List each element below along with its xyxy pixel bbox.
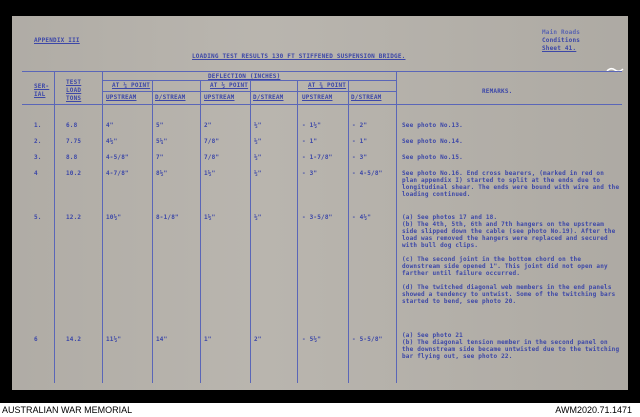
- row-load: 10.2: [66, 170, 82, 177]
- ink-mark-icon: [606, 58, 624, 64]
- row-serial: 6: [34, 336, 38, 343]
- row-q1-up: 4-7/8": [106, 170, 129, 177]
- row-serial: 2.: [34, 138, 42, 145]
- col-serial: SER- IAL: [34, 83, 50, 98]
- col-deflection: DEFLECTION (INCHES): [208, 73, 281, 80]
- row-serial: 1.: [34, 122, 42, 129]
- footer-bar: [0, 403, 640, 417]
- row-q1-up: 11½": [106, 336, 122, 343]
- row-q1-up: 4½": [106, 138, 118, 145]
- row-load: 14.2: [66, 336, 82, 343]
- row-q3-down: - 3": [352, 154, 368, 161]
- document-title: LOADING TEST RESULTS 130 FT STIFFENED SUSPENSION BRIDGE.: [192, 53, 406, 60]
- row-q2-up: 1½": [204, 170, 216, 177]
- ref-line-2: Conditions: [542, 37, 581, 44]
- appendix-label: APPENDIX III: [34, 37, 80, 44]
- row-q1-down: 8-1/8": [156, 214, 179, 221]
- row-remark-item: (b) The 4th, 5th, 6th and 7th hangers on the upstream side slipped down the cable (see photo No.19). After the load was removed the hangers were replaced and secured with bull dog clips.: [402, 221, 616, 249]
- row-load: 7.75: [66, 138, 82, 145]
- footer-right: AWM2020.71.1471: [555, 405, 632, 415]
- row-q3-up: - 1": [302, 138, 318, 145]
- row-q3-up: - 1½": [302, 122, 322, 129]
- row-q2-down: ½": [254, 138, 262, 145]
- row-q2-up: 1": [204, 336, 212, 343]
- row-serial: 3.: [34, 154, 42, 161]
- ref-line-1: Main Roads: [542, 29, 581, 36]
- row-q1-down: 7": [156, 154, 164, 161]
- row-q2-down: ½": [254, 170, 262, 177]
- col-three-quarter-point: AT ¾ POINT: [308, 82, 347, 89]
- row-q2-up: 2": [204, 122, 212, 129]
- row-q2-down: ½": [254, 214, 262, 221]
- row-remarks: See photo No.15.: [402, 154, 463, 161]
- row-q3-down: - 1": [352, 138, 368, 145]
- row-q3-up: - 3": [302, 170, 318, 177]
- row-remark-item: (b) The diagonal tension member in the second panel on the downstream side became untwisted due to the twitching bar flying out, see photo 22.: [402, 339, 620, 360]
- row-q3-down: - 2": [352, 122, 368, 129]
- row-q1-down: 5¼": [156, 138, 168, 145]
- col-q2-up: UPSTREAM: [204, 94, 235, 101]
- row-q1-down: 8½": [156, 170, 168, 177]
- row-q2-down: ½": [254, 122, 262, 129]
- row-q2-down: 2": [254, 336, 262, 343]
- col-q1-down: D/STREAM: [155, 94, 186, 101]
- col-q3-up: UPSTREAM: [302, 94, 333, 101]
- col-test-load: TEST LOAD TONS: [66, 79, 82, 102]
- row-load: 12.2: [66, 214, 82, 221]
- row-q1-down: 14": [156, 336, 168, 343]
- row-serial: 5.: [34, 214, 42, 221]
- col-q3-down: D/STREAM: [351, 94, 382, 101]
- row-q1-up: 4": [106, 122, 114, 129]
- row-serial: 4: [34, 170, 38, 177]
- row-remarks: See photo No.13.: [402, 122, 463, 129]
- document-page: [12, 16, 628, 390]
- row-q3-down: - 4½": [352, 214, 372, 221]
- col-remarks: REMARKS.: [482, 88, 513, 95]
- col-half-point: AT ½ POINT: [210, 82, 249, 89]
- row-remark-item: (c) The second joint in the bottom chord on the downstream side opened 1". This joint did not open any farther until failure occurred.: [402, 256, 608, 277]
- row-q2-down: ½": [254, 154, 262, 161]
- row-remark-item: (a) See photo 21: [402, 332, 463, 339]
- row-q1-down: 5": [156, 122, 164, 129]
- row-q2-up: 1½": [204, 214, 216, 221]
- row-q1-up: 4-5/8": [106, 154, 129, 161]
- row-remarks: See photo No.14.: [402, 138, 463, 145]
- row-q3-up: - 5½": [302, 336, 322, 343]
- row-remark-item: (a) See photos 17 and 18.: [402, 214, 498, 221]
- row-load: 6.8: [66, 122, 78, 129]
- col-q1-up: UPSTREAM: [106, 94, 137, 101]
- row-q3-up: - 3-5/8": [302, 214, 333, 221]
- col-quarter-point: AT ¼ POINT: [112, 82, 151, 89]
- row-remark-item: (d) The twitched diagonal web members in the end panels showed a tendency to untwist. Some of the twitching bars started to bend, see photo 20.: [402, 284, 616, 305]
- row-q3-up: - 1-7/8": [302, 154, 333, 161]
- row-load: 8.8: [66, 154, 78, 161]
- row-q1-up: 10½": [106, 214, 122, 221]
- footer-left: AUSTRALIAN WAR MEMORIAL: [2, 405, 133, 415]
- ref-line-3: Sheet 41.: [542, 45, 577, 52]
- row-q3-down: - 5-5/8": [352, 336, 383, 343]
- row-remarks: See photo No.16. End cross bearers, (marked in red on plan appendix I) started to split at the ends due to longitudinal shear. The ends were bound with wire and the loading continued.: [402, 170, 620, 198]
- col-q2-down: D/STREAM: [253, 94, 284, 101]
- row-q2-up: 7/8": [204, 138, 220, 145]
- row-q3-down: - 4-5/8": [352, 170, 383, 177]
- row-q2-up: 7/8": [204, 154, 220, 161]
